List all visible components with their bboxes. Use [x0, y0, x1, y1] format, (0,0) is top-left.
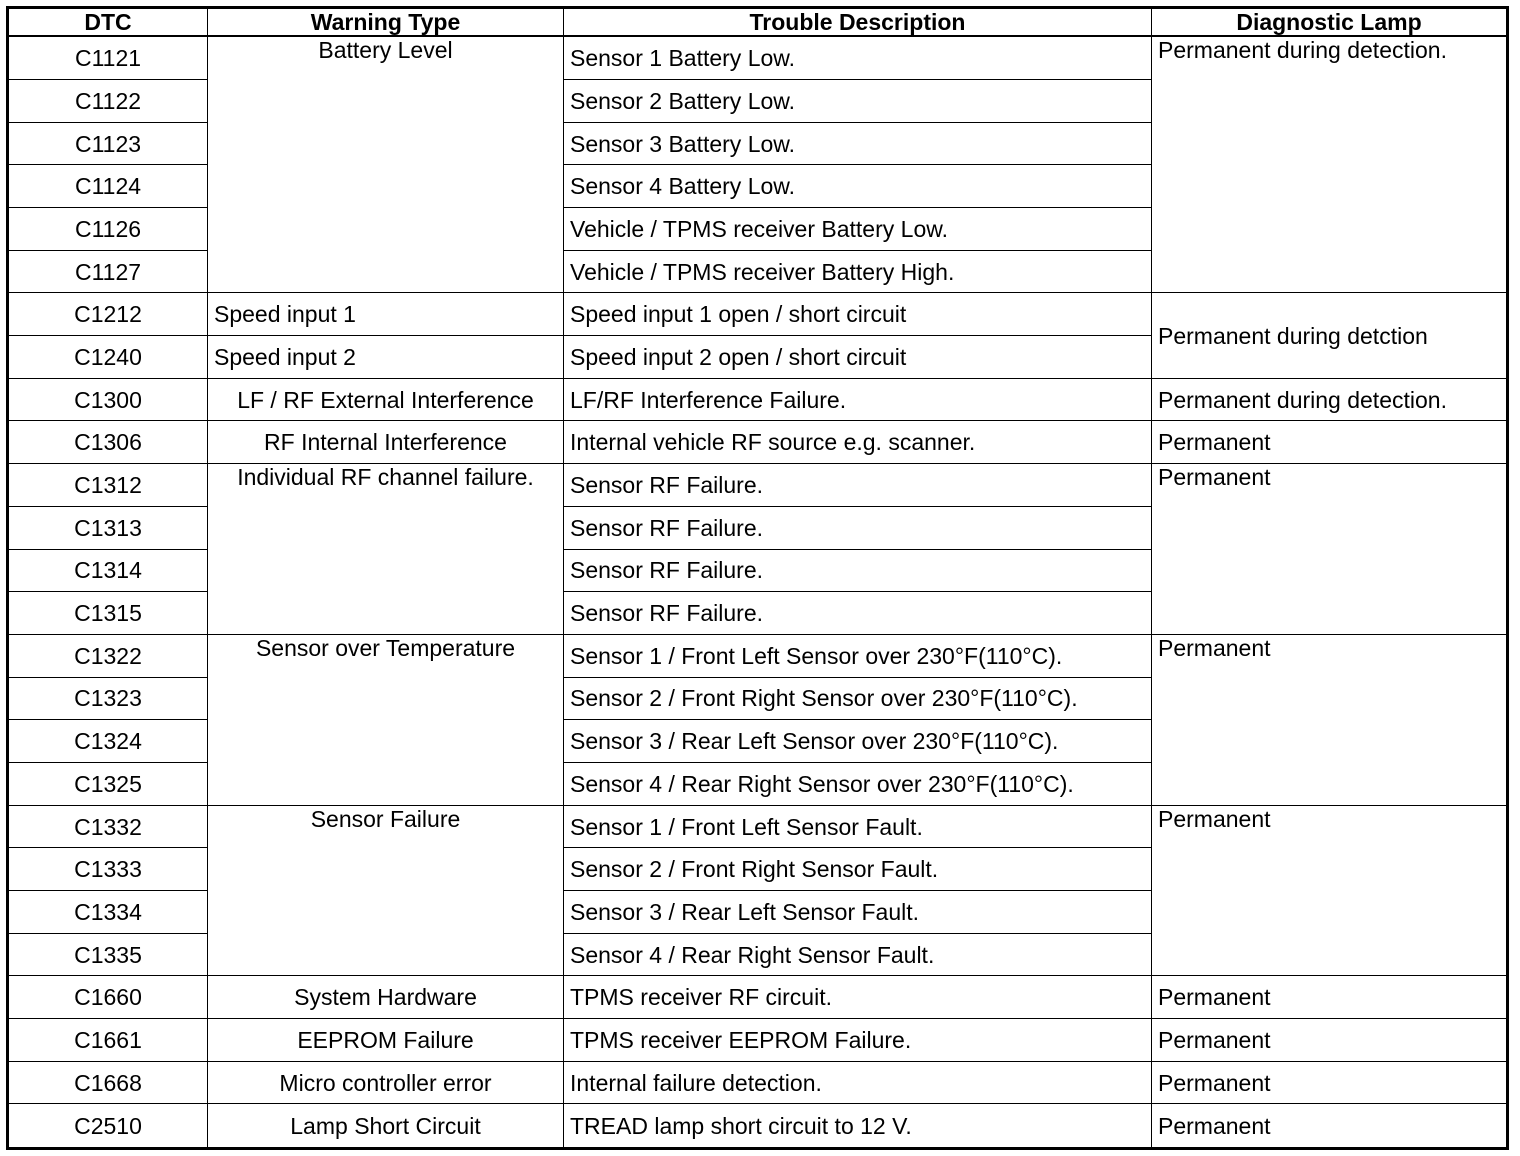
dtc-code: C1332: [8, 805, 208, 848]
dtc-code: C1325: [8, 762, 208, 805]
header-trouble-description: Trouble Description: [564, 8, 1152, 37]
trouble-description: Internal vehicle RF source e.g. scanner.: [564, 421, 1152, 464]
diagnostic-lamp: Permanent during detection.: [1152, 36, 1508, 293]
diagnostic-lamp: Permanent during detection.: [1152, 378, 1508, 421]
dtc-code: C1323: [8, 677, 208, 720]
trouble-description: Sensor 2 / Front Right Sensor Fault.: [564, 848, 1152, 891]
trouble-description: Internal failure detection.: [564, 1061, 1152, 1104]
diagnostic-lamp: Permanent: [1152, 464, 1508, 635]
trouble-description: Sensor 3 Battery Low.: [564, 122, 1152, 165]
trouble-description: Sensor RF Failure.: [564, 464, 1152, 507]
trouble-description: Sensor 3 / Rear Left Sensor over 230°F(110°C).: [564, 720, 1152, 763]
diagnostic-lamp: Permanent: [1152, 1019, 1508, 1062]
warning-type: Sensor Failure: [208, 805, 564, 976]
table-row: [8, 634, 1508, 677]
dtc-code: C1300: [8, 378, 208, 421]
diagnostic-lamp: Permanent during detction: [1152, 293, 1508, 378]
trouble-description: Sensor RF Failure.: [564, 506, 1152, 549]
dtc-code: C1240: [8, 336, 208, 379]
diagnostic-lamp: Permanent: [1152, 805, 1508, 976]
warning-type: Speed input 2: [208, 336, 564, 379]
trouble-description: Sensor 4 / Rear Right Sensor Fault.: [564, 933, 1152, 976]
dtc-code: C1121: [8, 36, 208, 79]
warning-type: EEPROM Failure: [208, 1019, 564, 1062]
dtc-code: C1334: [8, 891, 208, 934]
table-row: [8, 464, 1508, 507]
trouble-description: Speed input 1 open / short circuit: [564, 293, 1152, 336]
table-row: [8, 36, 1508, 79]
dtc-code: C1126: [8, 208, 208, 251]
table-row: [8, 1061, 1508, 1104]
warning-type: System Hardware: [208, 976, 564, 1019]
dtc-code: C1315: [8, 592, 208, 635]
diagnostic-lamp: Permanent: [1152, 1061, 1508, 1104]
trouble-description: Vehicle / TPMS receiver Battery High.: [564, 250, 1152, 293]
dtc-code: C1306: [8, 421, 208, 464]
trouble-description: Sensor 1 Battery Low.: [564, 36, 1152, 79]
dtc-code: C1322: [8, 634, 208, 677]
trouble-description: Sensor 4 / Rear Right Sensor over 230°F(110°C).: [564, 762, 1152, 805]
diagnostic-lamp: Permanent: [1152, 421, 1508, 464]
dtc-code: C1660: [8, 976, 208, 1019]
table-row: [8, 976, 1508, 1019]
dtc-code: C1333: [8, 848, 208, 891]
trouble-description: Sensor 2 Battery Low.: [564, 79, 1152, 122]
trouble-description: TPMS receiver RF circuit.: [564, 976, 1152, 1019]
header-dtc: DTC: [8, 8, 208, 37]
dtc-code: C1335: [8, 933, 208, 976]
trouble-description: Sensor 4 Battery Low.: [564, 165, 1152, 208]
table-row: [8, 1104, 1508, 1149]
diagnostic-lamp: Permanent: [1152, 976, 1508, 1019]
trouble-description: TPMS receiver EEPROM Failure.: [564, 1019, 1152, 1062]
trouble-description: Vehicle / TPMS receiver Battery Low.: [564, 208, 1152, 251]
trouble-description: Sensor RF Failure.: [564, 549, 1152, 592]
warning-type: Lamp Short Circuit: [208, 1104, 564, 1149]
warning-type: Speed input 1: [208, 293, 564, 336]
header-warning-type: Warning Type: [208, 8, 564, 37]
table-row: [8, 805, 1508, 848]
trouble-description: LF/RF Interference Failure.: [564, 378, 1152, 421]
warning-type: Micro controller error: [208, 1061, 564, 1104]
trouble-description: Sensor 1 / Front Left Sensor Fault.: [564, 805, 1152, 848]
diagnostic-lamp: Permanent: [1152, 634, 1508, 805]
dtc-code: C1127: [8, 250, 208, 293]
dtc-code: C1324: [8, 720, 208, 763]
trouble-description: Sensor 1 / Front Left Sensor over 230°F(110°C).: [564, 634, 1152, 677]
trouble-description: TREAD lamp short circuit to 12 V.: [564, 1104, 1152, 1149]
table-row: [8, 378, 1508, 421]
dtc-code: C1122: [8, 79, 208, 122]
dtc-table: [6, 6, 1509, 1150]
dtc-code: C1124: [8, 165, 208, 208]
header-row: [8, 8, 1508, 37]
dtc-code: C1123: [8, 122, 208, 165]
dtc-code: C1314: [8, 549, 208, 592]
dtc-code: C1661: [8, 1019, 208, 1062]
dtc-code: C1212: [8, 293, 208, 336]
header-diagnostic-lamp: Diagnostic Lamp: [1152, 8, 1508, 37]
table-row: [8, 421, 1508, 464]
trouble-description: Sensor 2 / Front Right Sensor over 230°F(110°C).: [564, 677, 1152, 720]
diagnostic-lamp: Permanent: [1152, 1104, 1508, 1149]
dtc-code: C1668: [8, 1061, 208, 1104]
warning-type: Sensor over Temperature: [208, 634, 564, 805]
warning-type: Individual RF channel failure.: [208, 464, 564, 635]
trouble-description: Sensor 3 / Rear Left Sensor Fault.: [564, 891, 1152, 934]
warning-type: LF / RF External Interference: [208, 378, 564, 421]
dtc-code: C2510: [8, 1104, 208, 1149]
warning-type: Battery Level: [208, 36, 564, 293]
table-row: [8, 1019, 1508, 1062]
warning-type: RF Internal Interference: [208, 421, 564, 464]
trouble-description: Speed input 2 open / short circuit: [564, 336, 1152, 379]
dtc-code: C1312: [8, 464, 208, 507]
dtc-code: C1313: [8, 506, 208, 549]
table-row: [8, 293, 1508, 336]
trouble-description: Sensor RF Failure.: [564, 592, 1152, 635]
